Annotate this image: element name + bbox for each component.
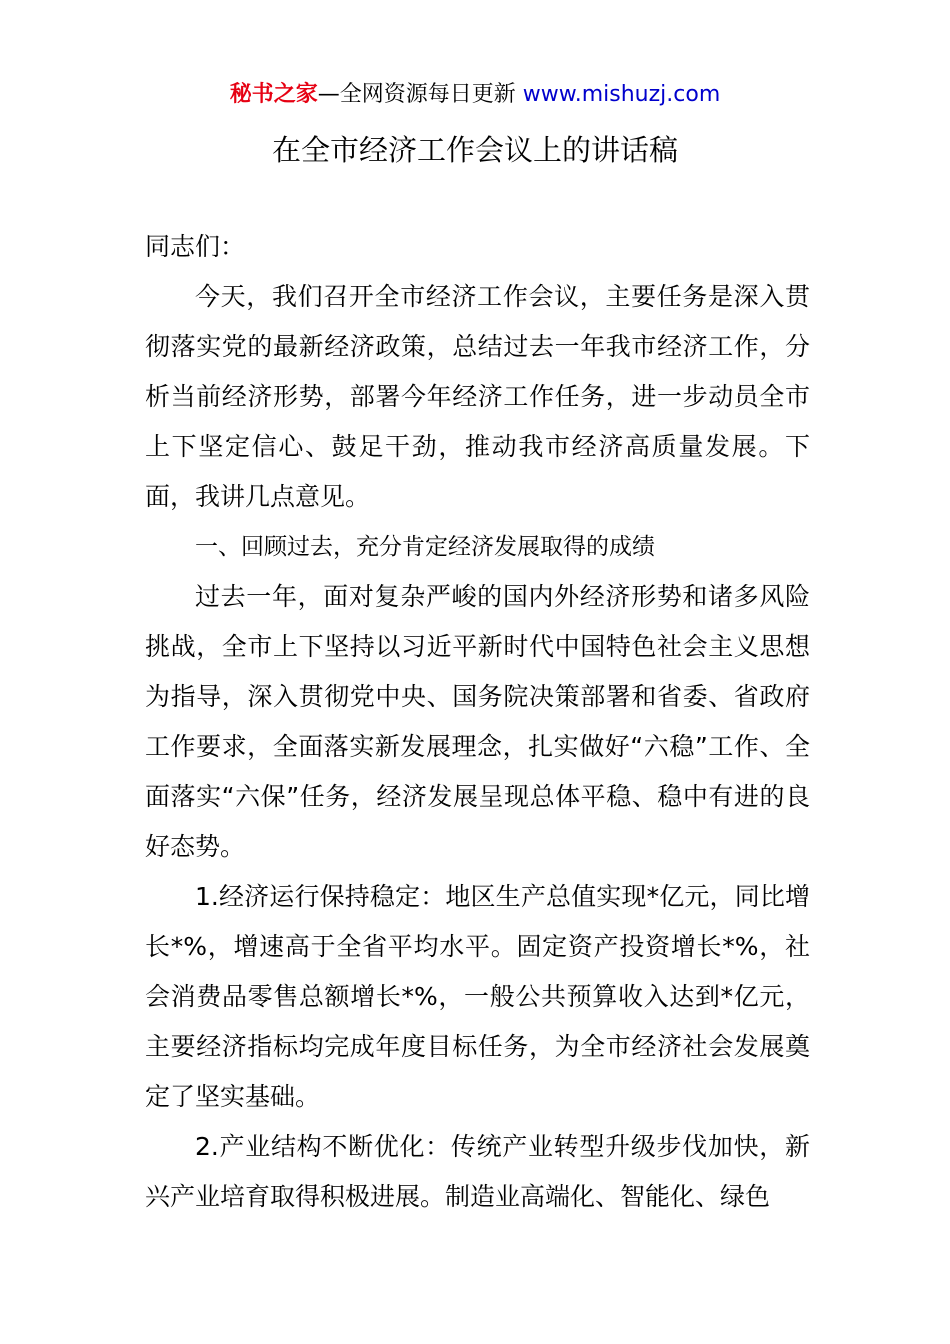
site-header — [0, 78, 950, 112]
section-heading: 一、回顾过去，充分肯定经济发展取得的成绩 — [195, 534, 655, 560]
review-paragraph: 过去一年，面对复杂严峻的国内外经济形势和诸多风险挑战，全市上下坚持以习近平新时代中国特色社会主义思想为指导，深入贯彻党中央、国务院决策部署和省委、省政府工作要求，全面落实新发展理念，扎实做好“六稳”工作、全面落实“六保”任务，经济发展呈现总体平稳、稳中有进的良好态势。 — [145, 582, 810, 861]
header-tagline: —全网资源每日更新 — [317, 82, 516, 107]
site-url-link[interactable]: www.mishuzj.com — [522, 82, 721, 107]
intro-paragraph: 今天，我们召开全市经济工作会议，主要任务是深入贯彻落实党的最新经济政策，总结过去一年我市经济工作，分析当前经济形势，部署今年经济工作任务，进一步动员全市上下坚定信心、鼓足干劲，推动我市经济高质量发展。下面，我讲几点意见。 — [145, 282, 810, 511]
document-title: 在全市经济工作会议上的讲话稿 — [271, 133, 678, 167]
point-industrial-structure: 2.产业结构不断优化：传统产业转型升级步伐加快，新兴产业培育取得积极进展。制造业高端化、智能化、绿色 — [145, 1132, 810, 1211]
brand-name: 秘书之家 — [229, 82, 318, 107]
document-body — [145, 222, 810, 1222]
salutation: 同志们： — [145, 232, 246, 261]
point-economic-stability: 1.经济运行保持稳定：地区生产总值实现*亿元，同比增长*%，增速高于全省平均水平。固定资产投资增长*%，社会消费品零售总额增长*%，一般公共预算收入达到*亿元，主要经济指标均完成年度目标任务，为全市经济社会发展奠定了坚实基础。 — [145, 882, 810, 1111]
